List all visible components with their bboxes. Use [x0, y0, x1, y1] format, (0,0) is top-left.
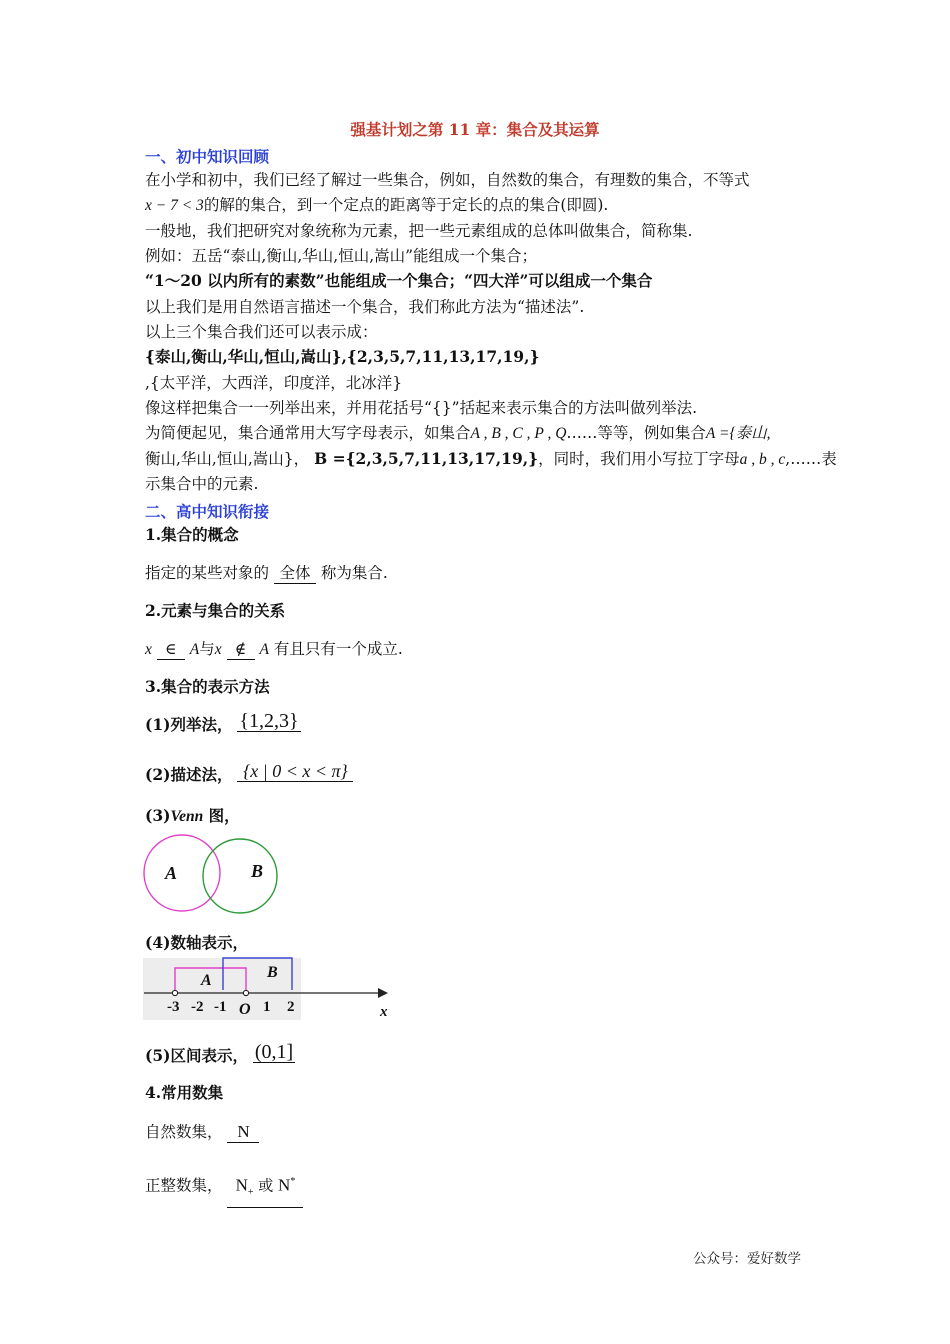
answer-blank: {x | 0 < x < π} — [237, 761, 353, 782]
venn-circle-a — [144, 835, 220, 911]
axis-variable: x — [380, 1004, 388, 1020]
paragraph: “1～20 以内所有的素数”也能组成一个集合；“四大洋”可以组成一个集合 — [145, 271, 653, 290]
venn-label-a: A — [165, 863, 178, 883]
paragraph: 示集合中的元素. — [145, 475, 259, 493]
venn-circle-b — [203, 839, 277, 913]
subheading: 3.集合的表示方法 — [145, 677, 270, 696]
tick-label: 1 — [263, 999, 271, 1015]
method-venn-label: (3)Venn 图， — [145, 806, 240, 825]
paragraph: 以上我们是用自然语言描述一个集合，我们称此方法为“描述法”. — [145, 298, 585, 316]
method-axis-label: (4)数轴表示， — [145, 933, 248, 952]
number-line — [140, 953, 400, 1023]
tick-label: 2 — [287, 999, 295, 1015]
paragraph: 为简便起见，集合通常用大写字母表示，如集合A , B , C , P , Q……等等，例如集合A ={泰山, — [145, 424, 771, 442]
paragraph: 在小学和初中，我们已经了解过一些集合，例如，自然数的集合，有理数的集合，不等式 — [145, 171, 750, 189]
subheading: 1.集合的概念 — [145, 525, 239, 544]
tick-label: -3 — [167, 999, 180, 1015]
tick-label-origin: O — [239, 1001, 251, 1018]
natural-numbers: 自然数集， N — [145, 1122, 259, 1143]
paragraph: x − 7 < 3的解的集合，到一个定点的距离等于定长的点的集合(即圆). — [145, 196, 609, 214]
open-endpoint — [172, 990, 177, 995]
paragraph: ,{太平洋，大西洋，印度洋，北冰洋} — [145, 374, 403, 392]
method-description: (2)描述法， {x | 0 < x < π} — [145, 764, 353, 785]
paragraph: 像这样把集合一一列举出来，并用花括号“{}”括起来表示集合的方法叫做列举法. — [145, 399, 698, 417]
section-heading-bridge: 二、高中知识衔接 — [145, 502, 270, 521]
answer-blank: $N_+$ 或 N* — [227, 1172, 303, 1208]
tick-label: -2 — [191, 999, 204, 1015]
subheading: 4.常用数集 — [145, 1083, 224, 1102]
venn-diagram — [140, 830, 290, 920]
answer-blank: ∉ — [227, 639, 255, 660]
method-interval: (5)区间表示， (0,1] — [145, 1041, 294, 1065]
method-enumeration: (1)列举法， {1,2,3} — [145, 710, 299, 734]
answer-blank: ∈ — [157, 639, 185, 660]
footer-credit: 公众号：爱好数学 — [693, 1251, 801, 1267]
inequality-math: x − 7 < 3 — [145, 197, 204, 214]
relation-sentence: x ∈ A与x ∉ A 有且只有一个成立. — [145, 640, 403, 658]
paragraph: 一般地，我们把研究对象统称为元素，把一些元素组成的总体叫做集合，简称集. — [145, 222, 693, 240]
subheading: 2.元素与集合的关系 — [145, 601, 286, 620]
answer-blank: {1,2,3} — [239, 710, 299, 732]
answer-blank: (0,1] — [254, 1041, 294, 1063]
positive-integers: 正整数集， $N_+$ 或 N* — [145, 1172, 303, 1208]
section-heading-review: 一、初中知识回顾 — [145, 147, 270, 166]
interval-label-a: A — [201, 972, 212, 989]
open-endpoint — [243, 990, 248, 995]
answer-blank: N — [227, 1122, 259, 1143]
interval-label-b: B — [267, 964, 278, 981]
page-title: 强基计划之第 11 章：集合及其运算 — [350, 120, 600, 139]
tick-label: -1 — [214, 999, 227, 1015]
answer-blank: 全体 — [274, 563, 316, 584]
axis-arrow-icon — [378, 988, 388, 998]
venn-label-b: B — [251, 861, 264, 881]
paragraph: 例如：五岳“泰山,衡山,华山,恒山,嵩山”能组成一个集合； — [145, 247, 538, 265]
paragraph: 以上三个集合我们还可以表示成： — [145, 323, 378, 341]
paragraph: {泰山,衡山,华山,恒山,嵩山},{2,3,5,7,11,13,17,19,} — [145, 347, 540, 366]
paragraph: 衡山,华山,恒山,嵩山}， B ={2,3,5,7,11,13,17,19,}，同时，我们用小写拉丁字母a , b , c,……表 — [145, 449, 837, 468]
concept-sentence: 指定的某些对象的 全体 称为集合. — [145, 564, 388, 582]
